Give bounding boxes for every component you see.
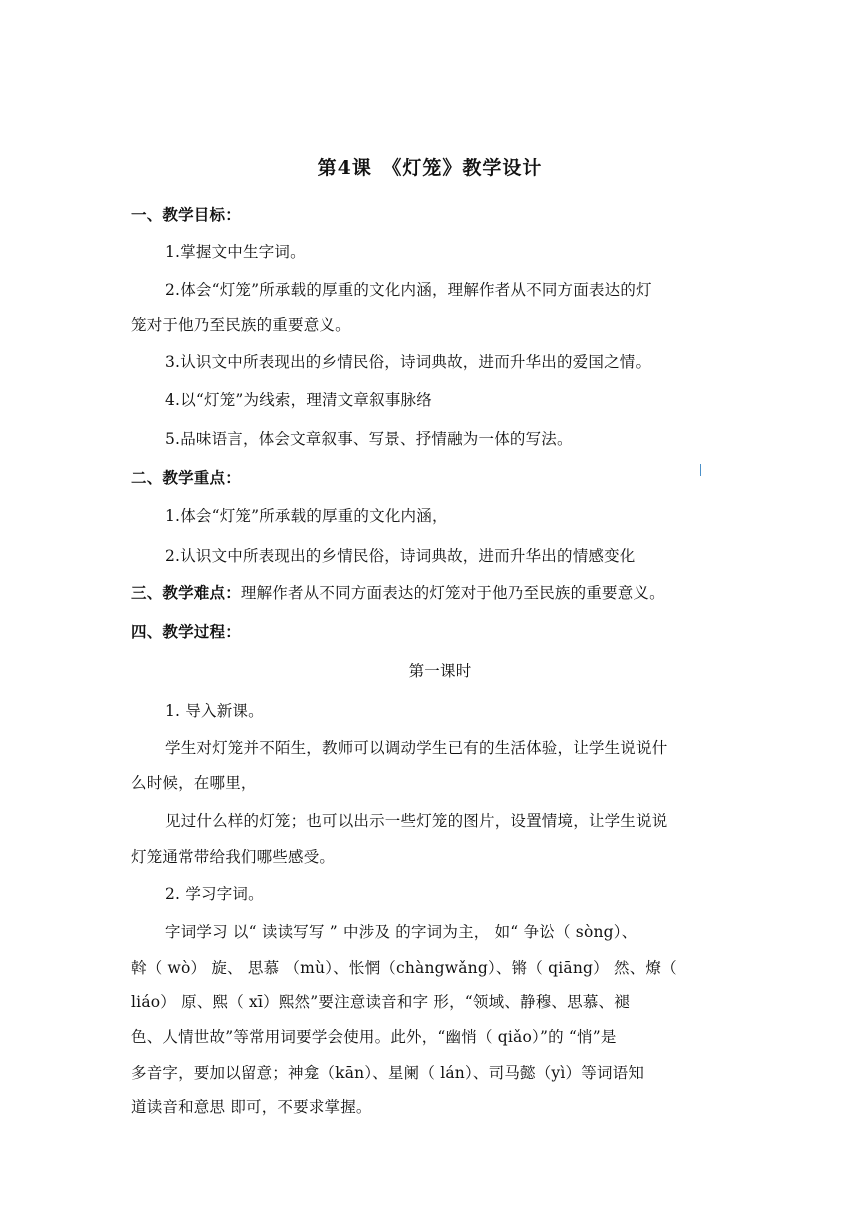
difficulty-line <box>131 582 665 604</box>
step-1-heading: 1. 导入新课。 <box>165 702 264 720</box>
objective-item-3: 3.认识文中所表现出的乡情民俗，诗词典故，进而升华出的爱国之情。 <box>165 353 652 371</box>
paragraph-3-line-3: liáo） 原、熙（ xī）熙然”要注意读音和字 形，“领域、静穆、思慕、褪 <box>131 993 630 1011</box>
document-title: 第4课 《灯笼》教学设计 <box>317 157 543 179</box>
section-heading-process: 四、教学过程： <box>131 622 241 641</box>
objective-item-1: 1.掌握文中生字词。 <box>165 243 306 261</box>
paragraph-3-line-2: 斡（ wò） 旋、 思慕 （mù）、怅惘（chàngwǎng）、锵（ qiāng） 然、燎（ <box>131 959 677 977</box>
paragraph-3-line-4: 色、人情世故”等常用词要学会使用。此外，“幽悄（ qiǎo）”的 “悄”是 <box>131 1028 617 1046</box>
step-2-heading: 2. 学习字词。 <box>165 885 264 903</box>
objective-item-4: 4.以“灯笼”为线索，理清文章叙事脉络 <box>165 391 432 409</box>
key-point-item-2: 2.认识文中所表现出的乡情民俗，诗词典故，进而升华出的情感变化 <box>165 547 636 565</box>
text-cursor-mark <box>700 464 701 476</box>
paragraph-3-line-5: 多音字，要加以留意；神龛（kān）、星阑（ lán）、司马懿（yì）等词语知 <box>131 1064 645 1082</box>
section-heading-key-points: 二、教学重点： <box>131 468 241 487</box>
paragraph-2-line-1: 见过什么样的灯笼；也可以出示一些灯笼的图片，设置情境，让学生说说 <box>165 812 668 830</box>
paragraph-1-line-1: 学生对灯笼并不陌生，教师可以调动学生已有的生活体验，让学生说说什 <box>165 739 668 757</box>
objective-item-2-line-1: 2.体会“灯笼”所承载的厚重的文化内涵，理解作者从不同方面表达的灯 <box>165 281 652 299</box>
objective-item-2-line-2: 笼对于他乃至民族的重要意义。 <box>131 316 351 334</box>
lesson-period-title: 第一课时 <box>408 662 472 680</box>
difficulty-text: 理解作者从不同方面表达的灯笼对于他乃至民族的重要意义。 <box>240 584 665 602</box>
paragraph-1-line-2: 么时候，在哪里， <box>131 774 257 792</box>
section-heading-objectives: 一、教学目标： <box>131 205 241 224</box>
section-heading-difficulty: 三、教学难点： <box>131 583 241 602</box>
paragraph-2-line-2: 灯笼通常带给我们哪些感受。 <box>131 848 336 866</box>
key-point-item-1: 1.体会“灯笼”所承载的厚重的文化内涵， <box>165 507 448 525</box>
objective-item-5: 5.品味语言，体会文章叙事、写景、抒情融为一体的写法。 <box>165 430 573 448</box>
paragraph-3-line-6: 道读音和意思 即可，不要求掌握。 <box>131 1098 372 1116</box>
paragraph-3-line-1: 字词学习 以“ 读读写写 ” 中涉及 的字词为主， 如“ 争讼（ sòng）、 <box>165 923 638 941</box>
